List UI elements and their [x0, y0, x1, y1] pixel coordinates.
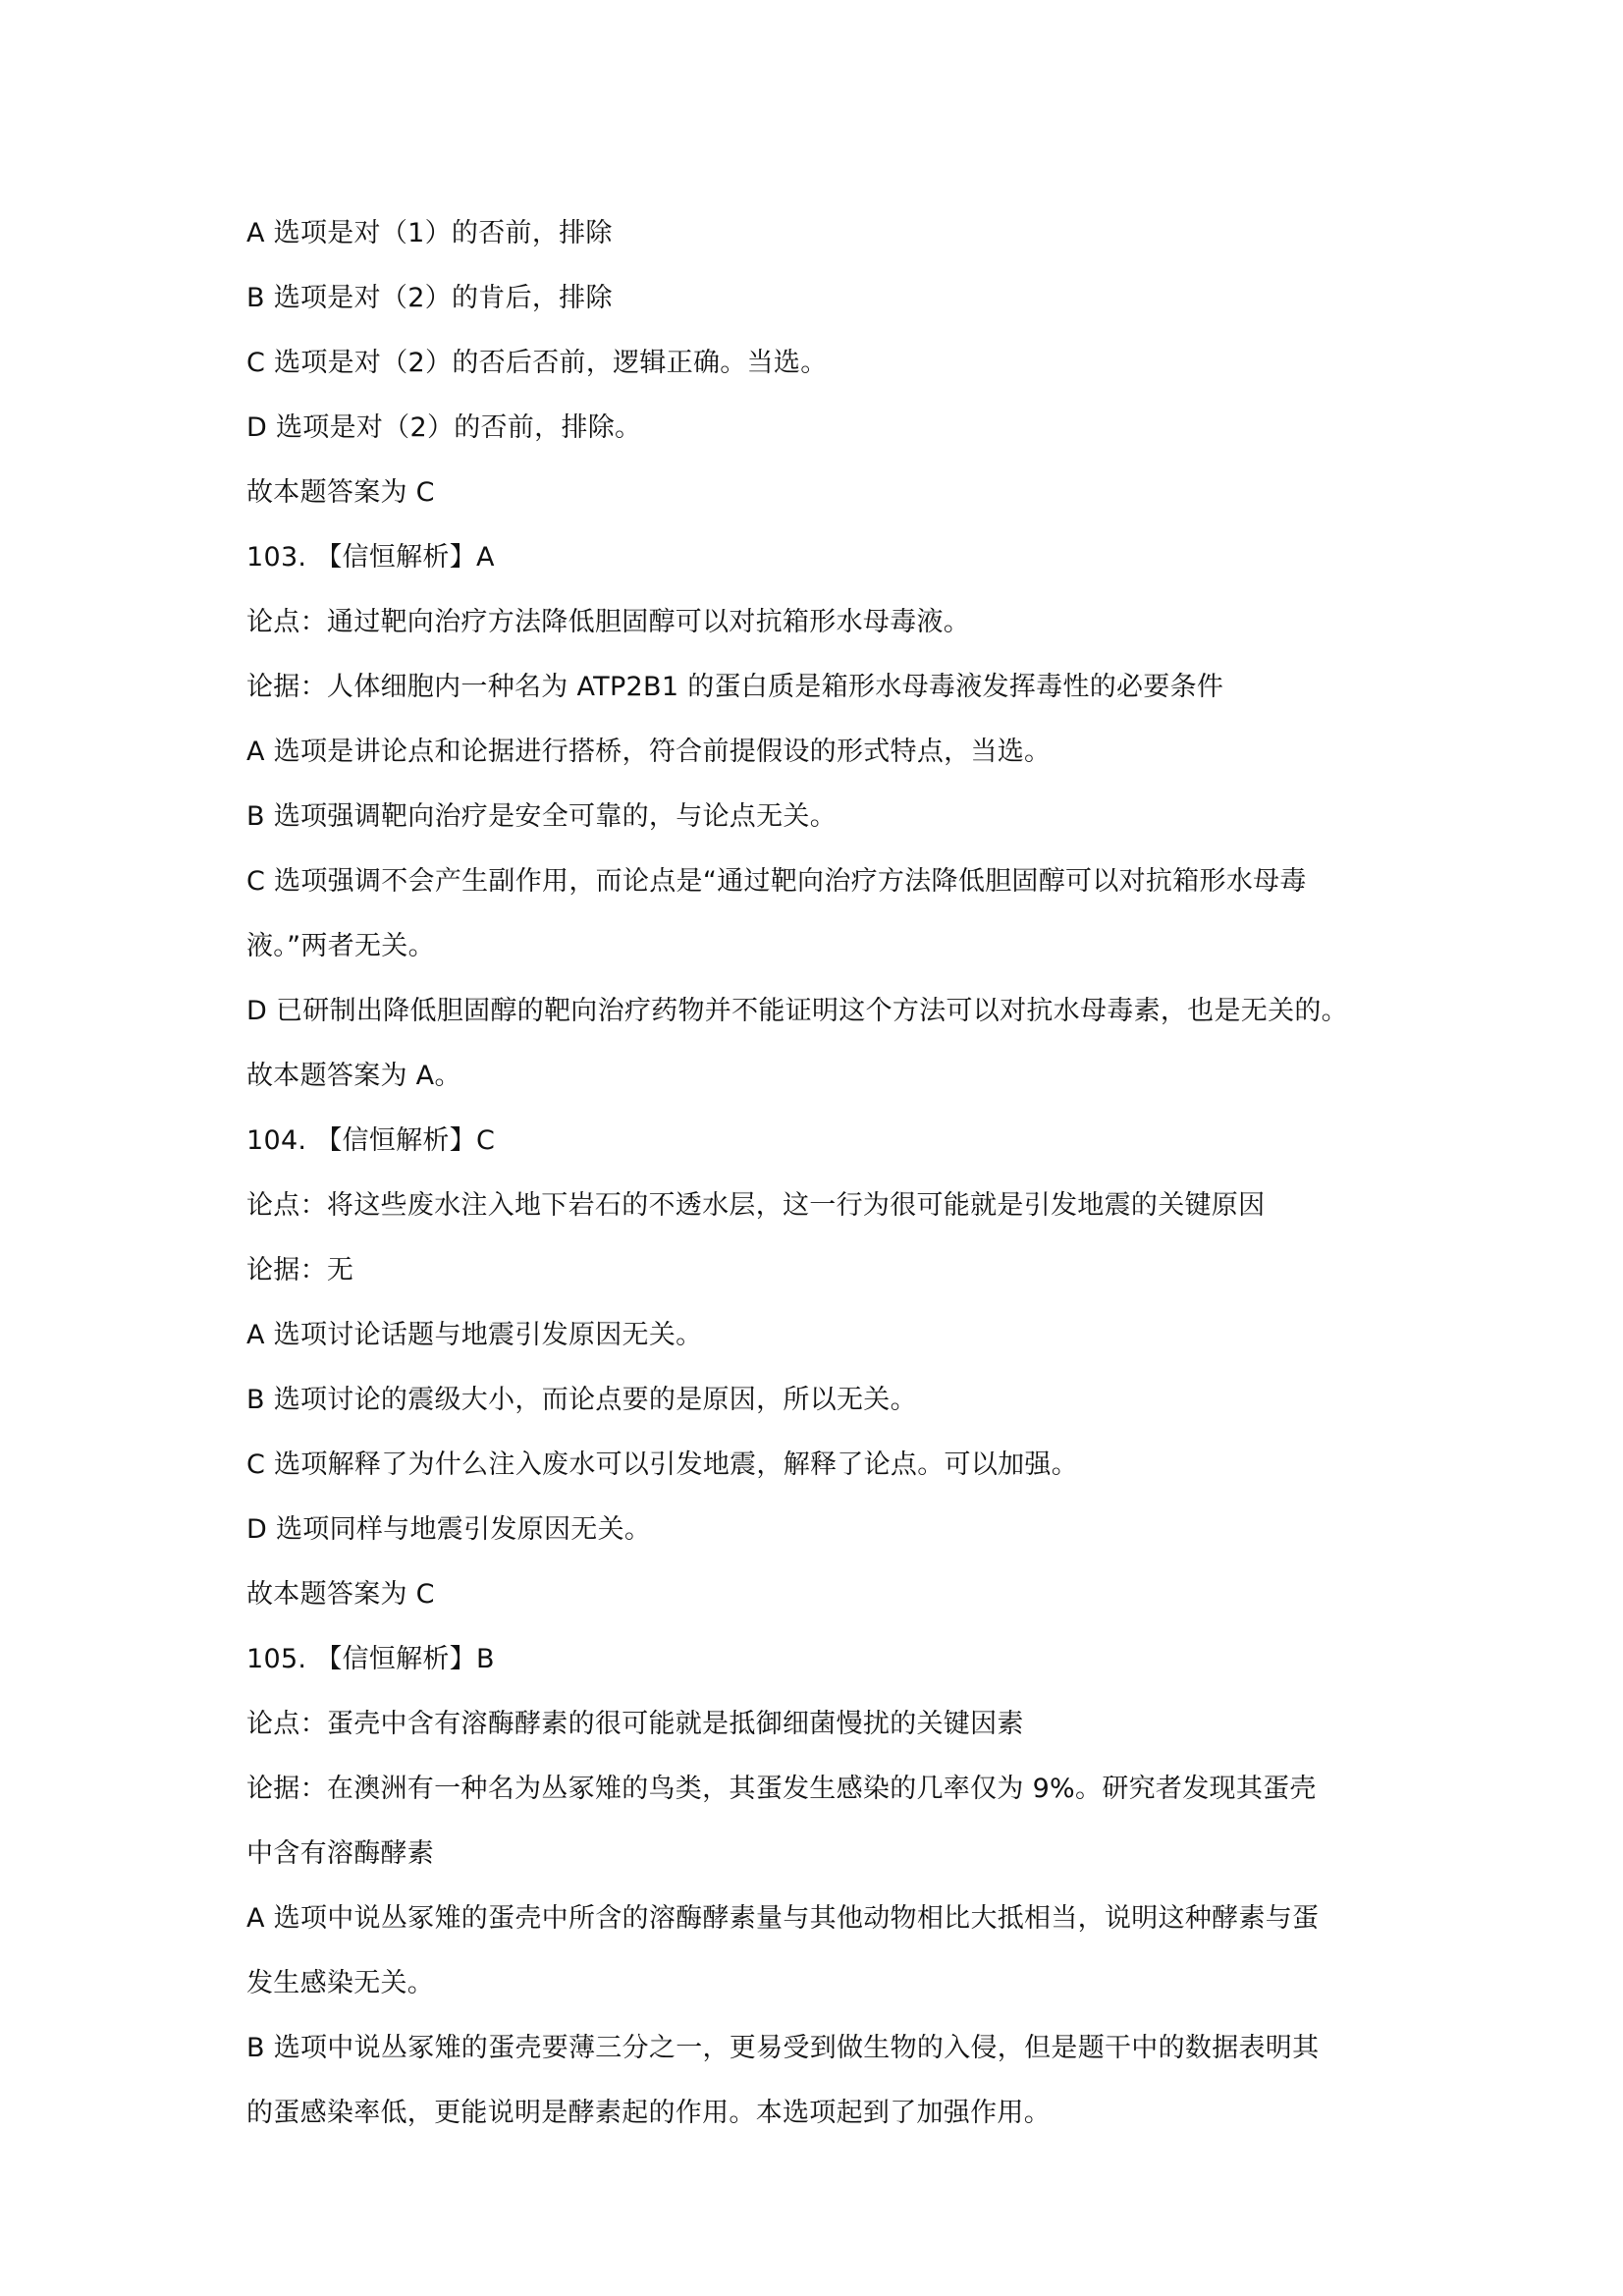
evidence-line: 论据：在澳洲有一种名为丛冢雉的鸟类，其蛋发生感染的几率仅为 9%。研究者发现其蛋壳 [246, 1774, 1317, 1804]
text-line: C 选项是对（2）的否后否前，逻辑正确。当选。 [246, 348, 828, 378]
argument-line: 论点：将这些废水注入地下岩石的不透水层，这一行为很可能就是引发地震的关键原因 [246, 1190, 1266, 1221]
text-line: C 选项强调不会产生副作用，而论点是“通过靶向治疗方法降低胆固醇可以对抗箱形水母毒 [246, 866, 1307, 897]
answer-line: 故本题答案为 C [246, 477, 435, 508]
text-line: A 选项中说丛冢雉的蛋壳中所含的溶酶酵素量与其他动物相比大抵相当，说明这种酵素与蛋 [246, 1903, 1320, 1934]
answer-line: 故本题答案为 A。 [246, 1061, 461, 1091]
text-line: 中含有溶酶酵素 [246, 1838, 435, 1869]
text-line: A 选项讨论话题与地震引发原因无关。 [246, 1320, 703, 1350]
question-heading: 103. 【信恒解析】A [246, 542, 495, 573]
evidence-line: 论据：人体细胞内一种名为 ATP2B1 的蛋白质是箱形水母毒液发挥毒性的必要条件 [246, 672, 1224, 702]
text-line: 的蛋感染率低，更能说明是酵素起的作用。本选项起到了加强作用。 [246, 2098, 1051, 2128]
text-line: A 选项是讲论点和论据进行搭桥，符合前提假设的形式特点，当选。 [246, 737, 1052, 767]
text-line: B 选项是对（2）的肯后，排除 [246, 283, 613, 313]
text-line: B 选项中说丛冢雉的蛋壳要薄三分之一，更易受到做生物的入侵，但是题干中的数据表明其 [246, 2033, 1320, 2063]
text-line: 液。”两者无关。 [246, 931, 435, 961]
question-heading: 104. 【信恒解析】C [246, 1125, 496, 1156]
text-line: D 已研制出降低胆固醇的靶向治疗药物并不能证明这个方法可以对抗水母毒素，也是无关的。 [246, 996, 1348, 1026]
text-line: D 选项同样与地震引发原因无关。 [246, 1514, 652, 1545]
text-line: 发生感染无关。 [246, 1968, 435, 1998]
evidence-line: 论据：无 [246, 1255, 354, 1285]
text-line: B 选项讨论的震级大小，而论点要的是原因，所以无关。 [246, 1385, 917, 1415]
answer-line: 故本题答案为 C [246, 1579, 435, 1610]
argument-line: 论点：蛋壳中含有溶酶酵素的很可能就是抵御细菌慢扰的关键因素 [246, 1709, 1024, 1739]
text-line: B 选项强调靶向治疗是安全可靠的，与论点无关。 [246, 801, 838, 832]
text-line: C 选项解释了为什么注入废水可以引发地震，解释了论点。可以加强。 [246, 1449, 1079, 1480]
document-body [246, 201, 1405, 2146]
text-line: A 选项是对（1）的否前，排除 [246, 218, 613, 248]
argument-line: 论点：通过靶向治疗方法降低胆固醇可以对抗箱形水母毒液。 [246, 607, 971, 637]
text-line: D 选项是对（2）的否前，排除。 [246, 412, 642, 443]
question-heading: 105. 【信恒解析】B [246, 1644, 495, 1674]
